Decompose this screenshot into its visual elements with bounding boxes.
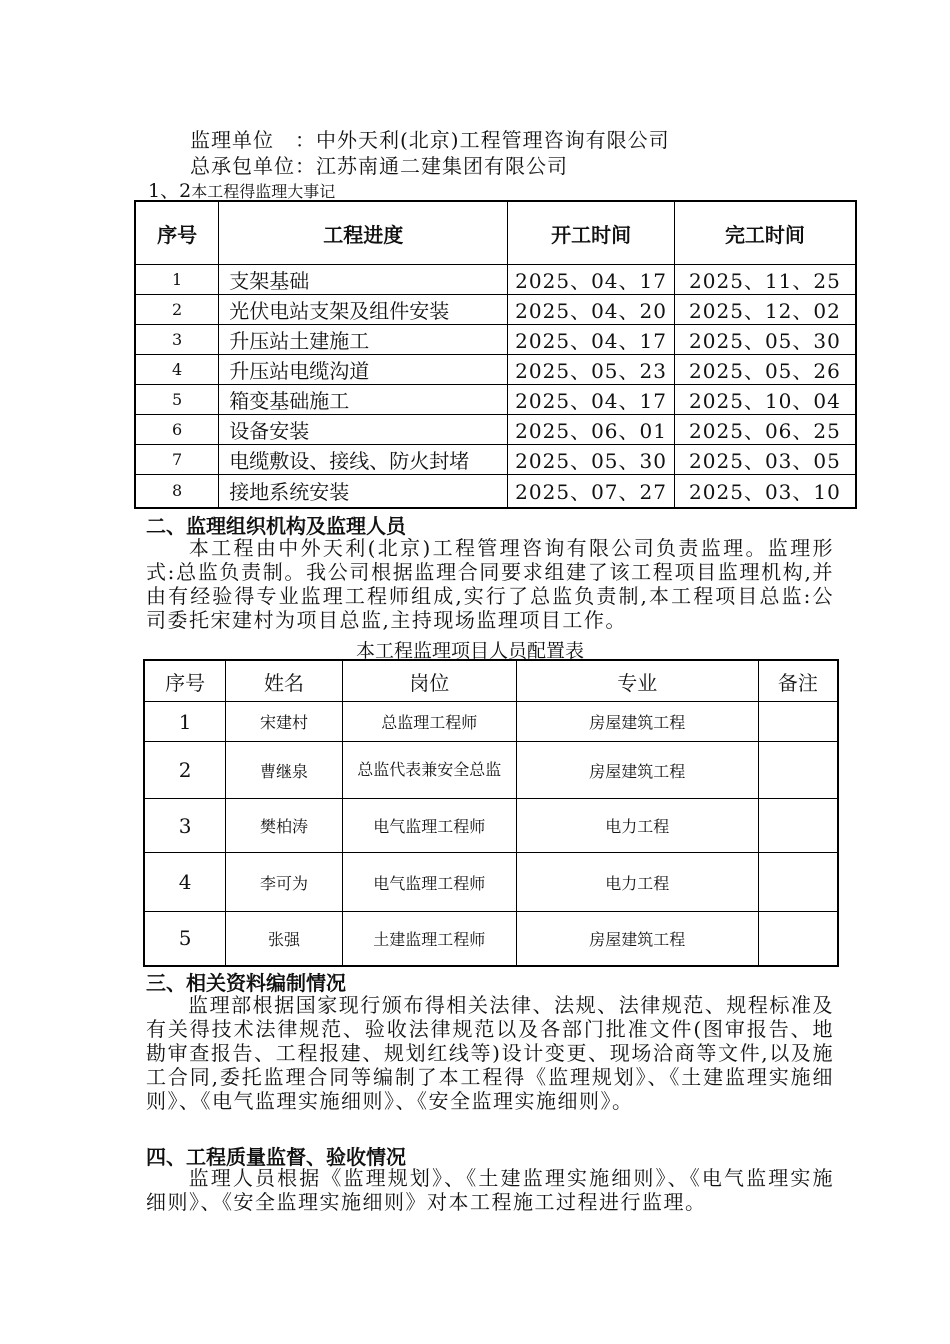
contractor-unit-label: 总承包单位： [190,154,316,178]
section-4-paragraph [146,1166,834,1214]
row-start: 2025、04、17 [508,265,675,295]
row-item: 电缆敷设、接线、防火封堵 [219,445,508,475]
staff-name: 李可为 [226,853,343,912]
table-row [144,853,838,912]
staff-post: 电气监理工程师 [342,799,516,853]
row-item: 箱变基础施工 [219,385,508,415]
staff-name: 樊柏涛 [226,799,343,853]
staff-note [758,853,838,912]
staff-no: 5 [144,912,226,966]
staff-header-name: 姓名 [226,660,343,702]
section-2-heading: 二、监理组织机构及监理人员 [146,514,406,538]
row-end: 2025、05、30 [674,325,856,355]
table-row [135,475,856,508]
staff-post-text: 总监代表兼安全总监 [357,760,502,779]
staff-table-caption: 本工程监理项目人员配置表 [356,640,585,662]
row-start: 2025、06、01 [508,415,675,445]
row-no: 2 [135,295,219,325]
contractor-unit-value: 江苏南通二建集团有限公司 [316,154,568,178]
row-end: 2025、03、10 [674,475,856,508]
row-item: 支架基础 [219,265,508,295]
staff-header-no: 序号 [144,660,226,702]
supervisor-unit-value: 中外天利(北京)工程管理咨询有限公司 [316,128,670,152]
section-3-body: 监理部根据国家现行颁布得相关法律、法规、法律规范、规程标准及有关得技术法律规范、验收法律规范以及各部门批准文件(图审报告、地勘审查报告、工程报建、规划红线等)设计变更、现场洽商等文件,以及施工合同,委托监理合同等编制了本工程得《监理规划》、《土建监理实施细则》、《电气监理实施细则》、《安全监理实施细则》。 [146,993,834,1113]
section-4-heading: 四、工程质量监督、验收情况 [146,1145,406,1169]
staff-no: 4 [144,853,226,912]
row-no: 8 [135,475,219,508]
staff-post: 电气监理工程师 [342,853,516,912]
section-3-paragraph [146,993,834,1113]
staff-major: 房屋建筑工程 [516,702,758,742]
table-row [135,445,856,475]
row-start: 2025、07、27 [508,475,675,508]
row-no: 6 [135,415,219,445]
staff-note [758,799,838,853]
staff-major: 房屋建筑工程 [516,912,758,966]
section-1-2-title [148,176,335,203]
row-end: 2025、10、04 [674,385,856,415]
table-row [135,295,856,325]
staff-post [342,742,516,799]
staff-name: 宋建村 [226,702,343,742]
progress-header-item: 工程进度 [219,201,508,265]
row-start: 2025、05、30 [508,445,675,475]
staff-note [758,742,838,799]
staff-note [758,912,838,966]
progress-header-no: 序号 [135,201,219,265]
progress-table-header [135,201,856,265]
staff-major: 电力工程 [516,853,758,912]
table-row [135,325,856,355]
row-start: 2025、04、20 [508,295,675,325]
progress-table [134,200,857,509]
staff-no: 3 [144,799,226,853]
staff-note [758,702,838,742]
staff-header-major: 专业 [516,660,758,702]
section-1-2-number: 1、2 [148,180,192,202]
table-row [144,742,838,799]
staff-header-post: 岗位 [342,660,516,702]
section-2-paragraph [146,536,834,632]
progress-header-start: 开工时间 [508,201,675,265]
staff-no: 1 [144,702,226,742]
supervisor-unit-label: 监理单位 ： [190,128,316,152]
row-start: 2025、05、23 [508,355,675,385]
row-end: 2025、06、25 [674,415,856,445]
row-no: 4 [135,355,219,385]
table-row [144,799,838,853]
row-item: 升压站土建施工 [219,325,508,355]
row-start: 2025、04、17 [508,325,675,355]
supervisor-unit-line [190,124,670,153]
row-no: 1 [135,265,219,295]
row-item: 设备安装 [219,415,508,445]
section-1-2-text: 本工程得监理大事记 [191,182,336,201]
row-start: 2025、04、17 [508,385,675,415]
staff-name: 张强 [226,912,343,966]
section-3-heading: 三、相关资料编制情况 [146,971,346,995]
staff-major: 房屋建筑工程 [516,742,758,799]
staff-name: 曹继泉 [226,742,343,799]
section-2-body: 本工程由中外天利(北京)工程管理咨询有限公司负责监理。监理形式:总监负责制。我公司根据监理合同要求组建了该工程项目监理机构,并由有经验得专业监理工程师组成,实行了总监负责制,本工程项目总监:公司委托宋建村为项目总监,主持现场监理项目工作。 [146,536,834,632]
staff-table [143,659,839,967]
section-4-body: 监理人员根据《监理规划》、《土建监理实施细则》、《电气监理实施细则》、《安全监理实施细则》对本工程施工过程进行监理。 [146,1166,834,1214]
row-item: 接地系统安装 [219,475,508,508]
staff-post: 总监理工程师 [342,702,516,742]
staff-major: 电力工程 [516,799,758,853]
row-item: 光伏电站支架及组件安装 [219,295,508,325]
row-end: 2025、05、26 [674,355,856,385]
staff-no: 2 [144,742,226,799]
contractor-unit-line [190,150,568,179]
row-item: 升压站电缆沟道 [219,355,508,385]
row-end: 2025、03、05 [674,445,856,475]
table-row [135,385,856,415]
row-no: 5 [135,385,219,415]
staff-table-header [144,660,838,702]
table-row [135,355,856,385]
row-end: 2025、11、25 [674,265,856,295]
row-end: 2025、12、02 [674,295,856,325]
row-no: 3 [135,325,219,355]
table-row [144,702,838,742]
staff-post: 土建监理工程师 [342,912,516,966]
table-row [135,415,856,445]
staff-header-note: 备注 [758,660,838,702]
row-no: 7 [135,445,219,475]
table-row [135,265,856,295]
table-row [144,912,838,966]
progress-header-end: 完工时间 [674,201,856,265]
